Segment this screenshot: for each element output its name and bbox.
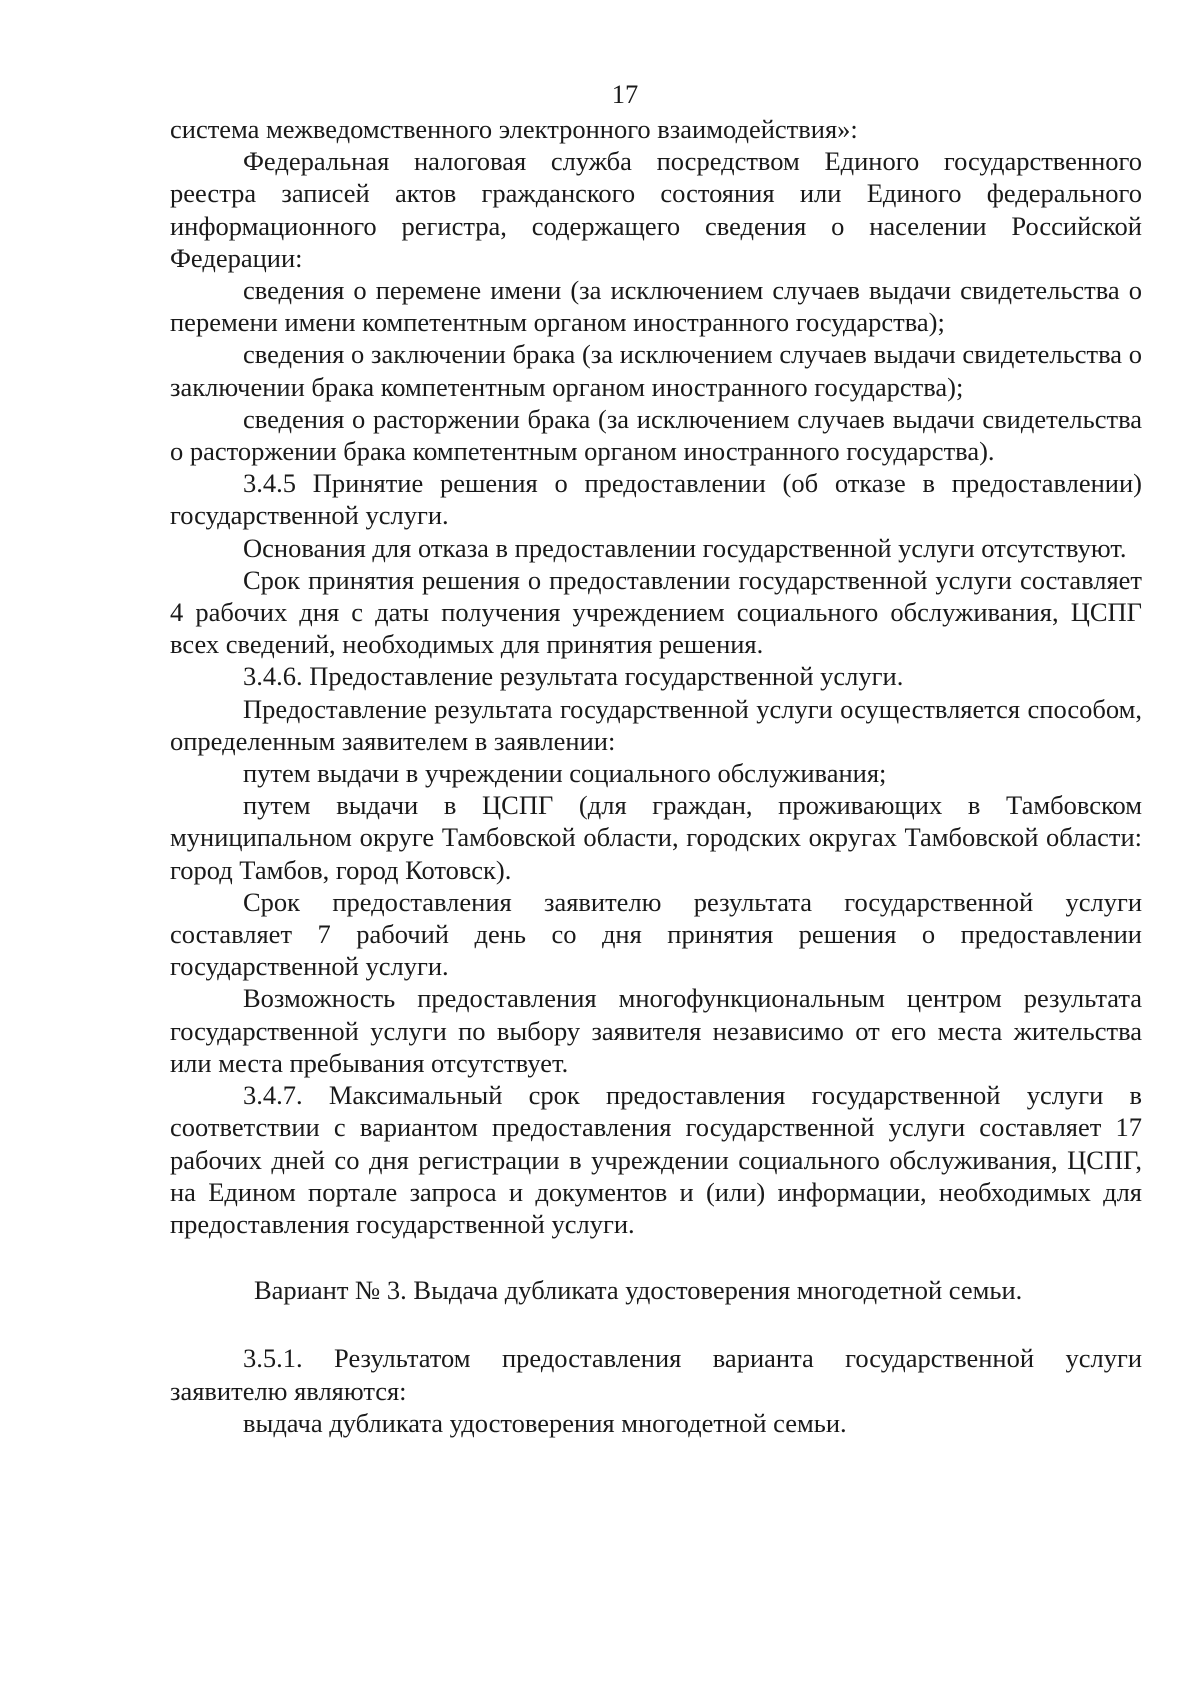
paragraph: Федеральная налоговая служба посредством Единого государственного реестра записей актов гражданского состояния или Единого федерального информационного регистра, содержащего сведения о населении Российской Федерации:	[170, 146, 1142, 273]
paragraph: выдача дубликата удостоверения многодетной семьи.	[243, 1407, 847, 1438]
paragraph: Основания для отказа в предоставлении государственной услуги отсутствуют.	[243, 532, 1127, 563]
paragraph: сведения о заключении брака (за исключением случаев выдачи свидетельства о заключении брака компетентным органом иностранного государства);	[170, 339, 1142, 402]
paragraph: 3.5.1. Результатом предоставления варианта государственной услуги заявителю являются:	[170, 1343, 1142, 1406]
paragraph: Предоставление результата государственной услуги осуществляется способом, определенным заявителем в заявлении:	[170, 693, 1142, 756]
paragraph: путем выдачи в ЦСПГ (для граждан, проживающих в Тамбовском муниципальном округе Тамбовской области, городских округах Тамбовской области: город Тамбов, город Котовск).	[170, 790, 1142, 885]
page-number: 17	[611, 79, 639, 109]
document-body	[170, 113, 1142, 1439]
paragraph: система межведомственного электронного взаимодействия»:	[170, 114, 858, 144]
paragraph: Возможность предоставления многофункциональным центром результата государственной услуги по выбору заявителя независимо от его места жительства или места пребывания отсутствует.	[170, 983, 1142, 1078]
paragraph: сведения о перемене имени (за исключением случаев выдачи свидетельства о перемени имени компетентным органом иностранного государства);	[170, 275, 1142, 338]
paragraph: 3.4.6. Предоставление результата государственной услуги.	[243, 661, 904, 692]
section-title: Вариант № 3. Выдача дубликата удостоверения многодетной семьи.	[254, 1275, 1023, 1306]
paragraph: сведения о расторжении брака (за исключением случаев выдачи свидетельства о расторжении брака компетентным органом иностранного государства).	[170, 403, 1142, 467]
paragraph: 3.4.7. Максимальный срок предоставления государственной услуги в соответствии с вариантом предоставления государственной услуги составляет 17 рабочих дней со дня регистрации в учреждении социального обслуживания, ЦСПГ, на Едином портале запроса и документов и (или) информации, необходимых для предоставления государственной услуги.	[170, 1080, 1142, 1239]
paragraph: Срок предоставления заявителю результата государственной услуги составляет 7 рабочий день со дня принятия решения о предоставлении государственной услуги.	[170, 886, 1142, 982]
paragraph: путем выдачи в учреждении социального обслуживания;	[243, 758, 887, 789]
paragraph: 3.4.5 Принятие решения о предоставлении (об отказе в предоставлении) государственной услуги.	[170, 468, 1142, 531]
paragraph: Срок принятия решения о предоставлении государственной услуги составляет 4 рабочих дня с даты получения учреждением социального обслуживания, ЦСПГ всех сведений, необходимых для принятия решения.	[170, 564, 1142, 660]
